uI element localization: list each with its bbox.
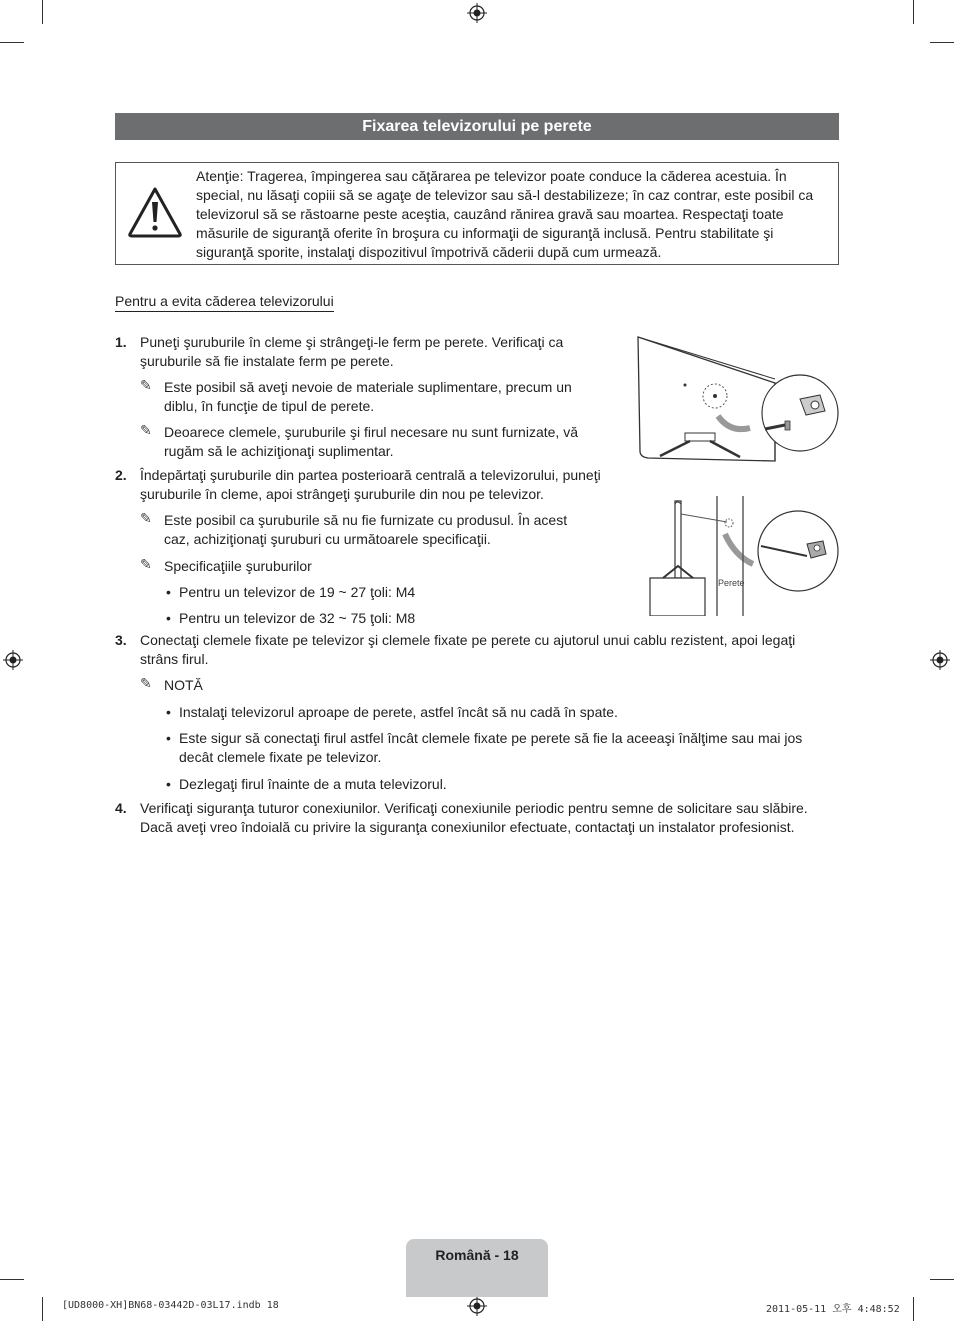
step-text: strâns firul.	[140, 651, 209, 667]
bullet-dot: •	[166, 610, 171, 626]
note-heading: NOTĂ	[164, 677, 203, 693]
bullet-dot: •	[166, 584, 171, 600]
tv-back-illustration	[630, 333, 842, 493]
note-text: Este posibil să aveţi nevoie de materiale suplimentare, precum un	[164, 379, 572, 395]
note-text: caz, achiziţionaţi şuruburi cu următoarele specificaţii.	[164, 531, 491, 547]
note-text: Specificaţiile şuruburilor	[164, 558, 312, 574]
footer-file: [UD8000-XH]BN68-03442D-03L17.indb 18	[62, 1300, 279, 1311]
step-number: 3.	[115, 632, 127, 648]
crop-mark	[42, 1297, 43, 1321]
pencil-note-icon: ✎	[140, 557, 152, 573]
step-text: şuruburile în cleme, apoi strângeţi şuruburile din nou pe televizor.	[140, 486, 544, 502]
registration-mark-icon	[930, 650, 950, 670]
bullet-text: Dezlegaţi firul înainte de a muta televizorul.	[179, 776, 447, 792]
warning-triangle-icon	[127, 186, 183, 238]
step-text: Dacă aveţi vreo îndoială cu privire la siguranţa conexiunilor efectuate, contactaţi un instalator profesionist.	[140, 819, 795, 835]
bullet-text: Pentru un televizor de 19 ~ 27 ţoli: M4	[179, 584, 416, 600]
step-text: Conectaţi clemele fixate pe televizor şi clemele fixate pe perete cu ajutorul unui cablu rezistent, apoi legaţi	[140, 632, 796, 648]
step-text: Verificaţi siguranţa tuturor conexiunilor. Verificaţi conexiunile periodic pentru semne de solicitare sau slăbire.	[140, 800, 808, 816]
step-text: şuruburile să fie instalate ferm pe perete.	[140, 353, 394, 369]
bullet-text: Instalaţi televizorul aproape de perete, astfel încât să nu cadă în spate.	[179, 704, 618, 720]
wall-label: Perete	[718, 578, 745, 588]
crop-mark	[42, 0, 43, 24]
bullet-dot: •	[166, 730, 171, 746]
crop-mark	[0, 42, 24, 43]
registration-mark-icon	[467, 3, 487, 23]
warning-body: : Tragerea, împingerea sau căţărarea pe televizor poate conduce la căderea acestuia. În special, nu lăsaţi copiii să se agaţe de televizor sau să-l destabilizeze; în caz contrar, este posibil ca televizorul să se răstoarne peste aceştia, cauzând rănirea gravă sau moartea. Respectaţi toate măsurile de siguranţă oferite în broşura cu informaţii de siguranţă inclusă. Pentru stabilitate şi siguranţă sporite, instalaţi dispozitivul împotrivă căderii după cum urmează.	[196, 168, 814, 260]
subheading: Pentru a evita căderea televizorului	[115, 293, 334, 312]
pencil-note-icon: ✎	[140, 423, 152, 439]
step-number: 2.	[115, 467, 127, 483]
registration-mark-icon	[467, 1296, 487, 1316]
pencil-note-icon: ✎	[140, 511, 152, 527]
bullet-text: decât clemele fixate pe televizor.	[179, 749, 382, 765]
page-number-tab: Română - 18	[406, 1239, 548, 1297]
warning-box	[115, 162, 839, 265]
warning-text	[196, 167, 826, 262]
pencil-note-icon: ✎	[140, 378, 152, 394]
wall-side-illustration	[645, 496, 841, 616]
note-text: Deoarece clemele, şuruburile şi firul necesare nu sunt furnizate, vă	[164, 424, 578, 440]
registration-mark-icon	[3, 650, 23, 670]
step-number: 4.	[115, 800, 127, 816]
warning-label: Atenţie	[196, 168, 240, 184]
footer-datetime: 2011-05-11 오후 4:48:52	[766, 1304, 900, 1315]
crop-mark	[930, 1279, 954, 1280]
step-number: 1.	[115, 334, 127, 350]
crop-mark	[913, 1297, 914, 1321]
bullet-dot: •	[166, 704, 171, 720]
note-text: rugăm să le achiziţionaţi suplimentar.	[164, 443, 394, 459]
bullet-dot: •	[166, 776, 171, 792]
crop-mark	[0, 1279, 24, 1280]
bullet-text: Este sigur să conectaţi firul astfel încât clemele fixate pe perete să fie la aceeaşi înălţime sau mai jos	[179, 730, 803, 746]
crop-mark	[913, 0, 914, 24]
step-text: Puneţi şuruburile în cleme şi strângeţi-le ferm pe perete. Verificaţi ca	[140, 334, 564, 350]
note-text: Este posibil ca şuruburile să nu fie furnizate cu produsul. În acest	[164, 512, 568, 528]
bullet-text: Pentru un televizor de 32 ~ 75 ţoli: M8	[179, 610, 416, 626]
step-text: Îndepărtaţi şuruburile din partea posterioară centrală a televizorului, puneţi	[140, 467, 601, 483]
crop-mark	[930, 42, 954, 43]
pencil-note-icon: ✎	[140, 676, 152, 692]
section-title: Fixarea televizorului pe perete	[115, 113, 839, 140]
note-text: diblu, în funcţie de tipul de perete.	[164, 398, 375, 414]
